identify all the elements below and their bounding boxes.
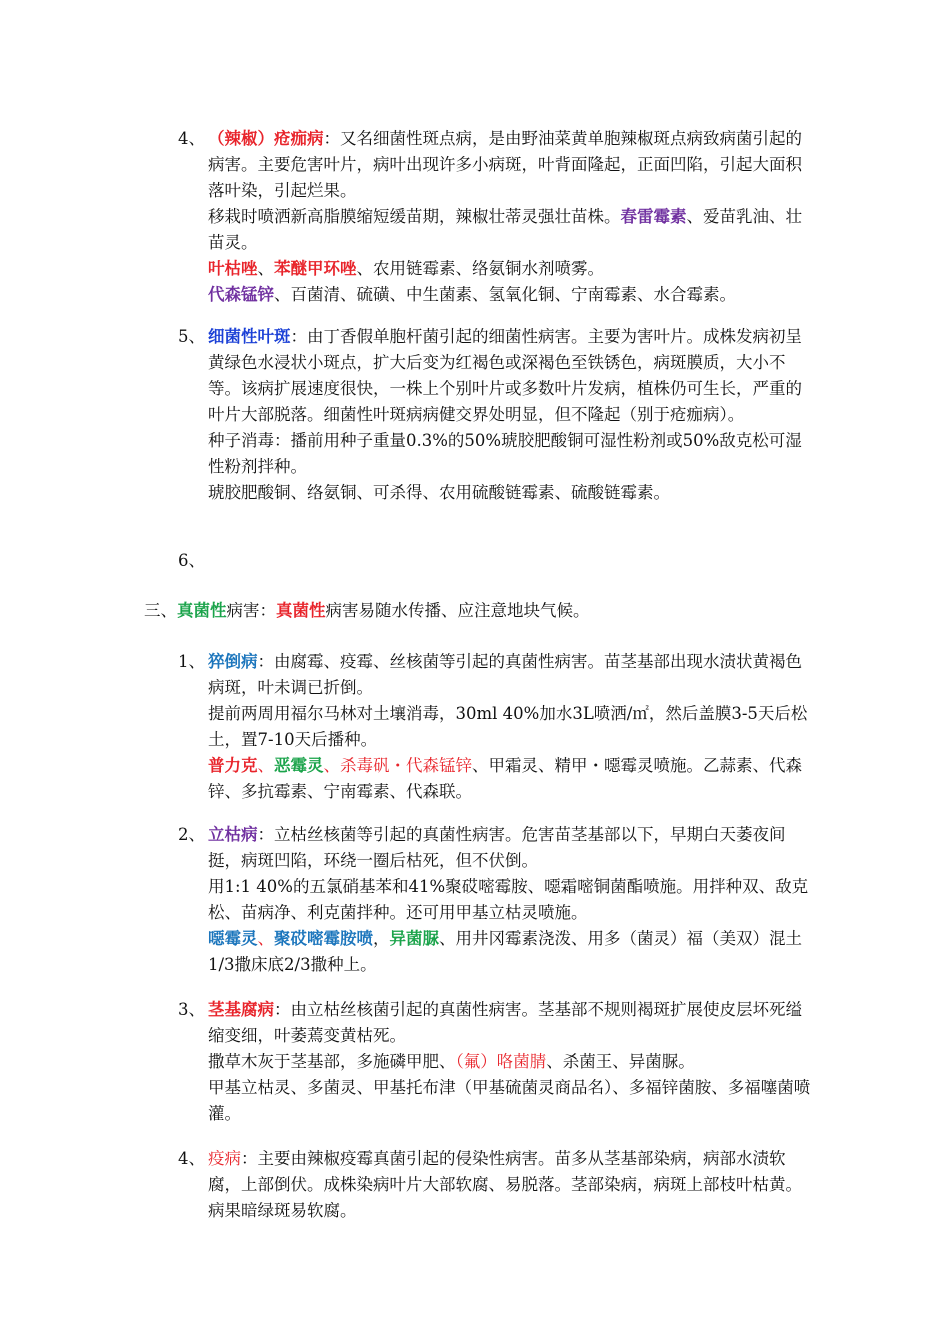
highlight-pesticide: 异菌脲 (389, 929, 439, 948)
disease-title: 猝倒病 (208, 652, 258, 671)
paragraph-scab-treatment-2 (178, 256, 818, 282)
item-number: 4、 (178, 129, 205, 148)
text: 、 (257, 259, 274, 278)
text: 撒草木灰于茎基部，多施磷甲肥、 (208, 1052, 456, 1071)
paragraph-damping-off-treatment-2 (178, 753, 818, 805)
colon: ： (274, 1000, 291, 1019)
text: 病害易随水传播、应注意地块气候。 (325, 601, 590, 620)
highlight-pesticide: 叶枯唑 (208, 259, 258, 278)
paragraph-rhizoctonia-intro (178, 822, 818, 874)
colon: ： (257, 652, 274, 671)
paragraph-rhizoctonia-treatment-2 (178, 926, 818, 978)
colon: ： (241, 1149, 258, 1168)
disease-title: （辣椒）疮痂病 (208, 129, 324, 148)
paragraph-leaf-spot-intro (178, 324, 818, 428)
paragraph-leaf-spot-treatment-1: 种子消毒：播前用种子重量0.3%的50%琥胶肥酸铜可湿性粉剂或50%敌克松可湿性粉剂拌种。 (208, 431, 802, 476)
colon: ： (323, 129, 340, 148)
disease-description: 立枯丝核菌等引起的真菌性病害。危害苗茎基部以下，早期白天萎夜间挺，病斑凹陷，环绕一圈后枯死，但不伏倒。 (208, 825, 786, 870)
paragraph-scab-intro (178, 126, 818, 204)
section-item-6 (178, 548, 818, 574)
paragraph-scab-treatment-3 (178, 282, 818, 308)
highlight-pesticide: （氟）咯菌腈 (455, 1052, 547, 1071)
disease-description: 又名细菌性斑点病，是由野油菜黄单胞辣椒斑点病致病菌引起的病害。主要危害叶片，病叶出现许多小病斑，叶背面隆起，正面凹陷，引起大面积落叶染，引起烂果。 (208, 129, 802, 200)
section-rhizoctonia-rot (178, 822, 818, 978)
highlight-pesticide: 春雷霉素 (620, 207, 687, 226)
paragraph-stem-rot-treatment-2: 甲基立枯灵、多菌灵、甲基托布津（甲基硫菌灵商品名）、多福锌菌胺、多福噻菌喷灌。 (208, 1078, 811, 1123)
colon: ： (290, 327, 307, 346)
text: 移栽时喷洒新高脂膜缩短缓苗期，辣椒壮蒂灵强壮苗株。 (208, 207, 621, 226)
item-number: 6、 (178, 551, 205, 570)
section-stem-base-rot (178, 997, 818, 1127)
section-number: 三、 (144, 601, 177, 620)
disease-title: 立枯病 (208, 825, 258, 844)
paragraph-blight-intro (178, 1146, 818, 1224)
item-number: 1、 (178, 652, 205, 671)
text: ， (373, 929, 390, 948)
text: 、 (257, 756, 274, 775)
highlight-pesticide: 普力克 (208, 756, 258, 775)
disease-description: 主要由辣椒疫霉真菌引起的侵染性病害。苗多从茎基部染病，病部水渍软腐，上部倒伏。成株染病叶片大部软腐、易脱落。茎部染病，病斑上部枝叶枯黄。病果暗绿斑易软腐。 (208, 1149, 802, 1220)
disease-description: 由腐霉、疫霉、丝核菌等引起的真菌性病害。苗茎基部出现水渍状黄褐色病斑，叶未调已折倒。 (208, 652, 802, 697)
highlight-pesticide: 噁霉灵 (208, 929, 258, 948)
disease-title: 细菌性叶斑 (208, 327, 291, 346)
heading-fungal-diseases (144, 598, 844, 624)
highlight-pesticide: 苯醚甲环唑 (274, 259, 357, 278)
item-number: 2、 (178, 825, 205, 844)
highlight-pesticide: 杀毒矾・代森锰锌 (340, 756, 472, 775)
disease-description: 由立枯丝核菌引起的真菌性病害。茎基部不规则褐斑扩展使皮层坏死缢缩变细，叶萎蔫变黄枯死。 (208, 1000, 802, 1045)
highlight-term: 真菌性 (177, 601, 227, 620)
paragraph-damping-off-intro (178, 649, 818, 701)
section-bacterial-leaf-spot (178, 324, 818, 506)
paragraph-stem-rot-intro (178, 997, 818, 1049)
text: 、百菌清、硫磺、中生菌素、氢氧化铜、宁南霉素、水合霉素。 (274, 285, 736, 304)
text: 、甲霜灵、精甲・噁霉灵喷施。乙蒜素、代森锌、多抗霉素、宁南霉素、代森联。 (208, 756, 802, 801)
paragraph-damping-off-treatment-1: 提前两周用福尔马林对土壤消毒，30ml 40%加水3L喷洒/㎡，然后盖膜3-5天后松土，置7-10天后播种。 (208, 704, 808, 749)
item-number: 4、 (178, 1149, 205, 1168)
highlight-term: 真菌性 (276, 601, 326, 620)
disease-title: 疫病 (208, 1149, 241, 1168)
item-number: 3、 (178, 1000, 205, 1019)
text: 、爱苗乳油、壮苗灵。 (208, 207, 802, 252)
text: 病害： (226, 601, 276, 620)
section-bacterial-scab (178, 126, 818, 308)
text: 、 (323, 756, 340, 775)
highlight-pesticide: 聚砹嘧霉胺喷 (274, 929, 373, 948)
text: 、农用链霉素、络氨铜水剂喷雾。 (356, 259, 604, 278)
colon: ： (257, 825, 274, 844)
text: 、 (257, 929, 274, 948)
disease-description: 由丁香假单胞杆菌引起的细菌性病害。主要为害叶片。成株发病初呈黄绿色水浸状小斑点，扩大后变为红褐色或深褐色至铁锈色，病斑膜质，大小不等。该病扩展速度很快，一株上个别叶片或多数叶片发病，植株仍可生长，严重的叶片大部脱落。细菌性叶斑病病健交界处明显，但不隆起（别于疮痂病）。 (208, 327, 802, 424)
paragraph-stem-rot-treatment-1 (178, 1049, 818, 1075)
section-phytophthora-blight (178, 1146, 818, 1224)
disease-title: 茎基腐病 (208, 1000, 274, 1019)
text: 、用井冈霉素浇泼、用多（菌灵）福（美双）混土1/3撒床底2/3撒种上。 (208, 929, 802, 974)
paragraph-scab-treatment-1 (178, 204, 818, 256)
highlight-pesticide: 恶霉灵 (274, 756, 324, 775)
text: 、杀菌王、异菌脲。 (546, 1052, 695, 1071)
section-damping-off (178, 649, 818, 805)
paragraph-rhizoctonia-treatment-1: 用1:1 40%的五氯硝基苯和41%聚砹嘧霉胺、噁霜嘧铜菌酯喷施。用拌种双、敌克松、苗病净、利克菌拌种。还可用甲基立枯灵喷施。 (208, 877, 809, 922)
highlight-pesticide: 代森锰锌 (208, 285, 274, 304)
section-heading-fungal (144, 598, 844, 624)
item-number: 5、 (178, 327, 205, 346)
paragraph-leaf-spot-treatment-2: 琥胶肥酸铜、络氨铜、可杀得、农用硫酸链霉素、硫酸链霉素。 (208, 483, 670, 502)
